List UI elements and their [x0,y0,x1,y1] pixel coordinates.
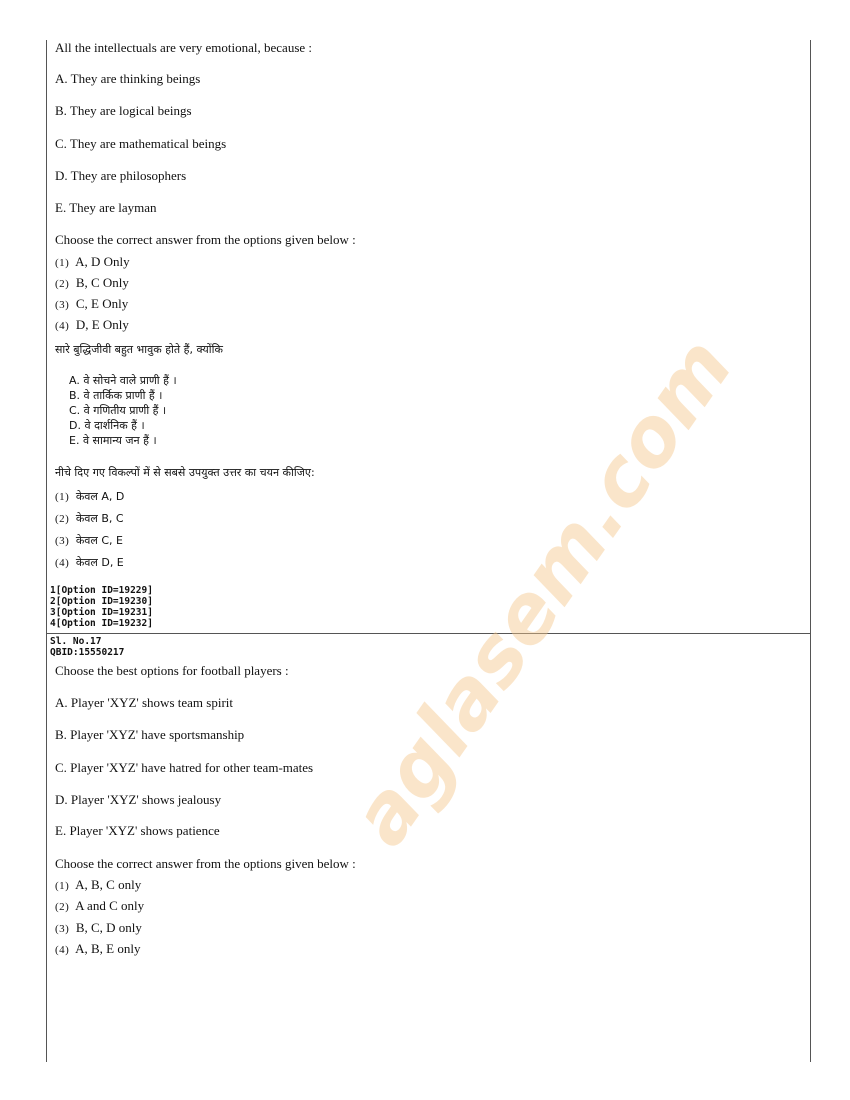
q16-option-1-text: A, D Only [75,254,130,269]
q17-option-1-num: (1) [55,880,70,892]
q17-option-3-text: B, C, D only [75,920,142,935]
q16-hindi-option-4 [55,554,124,571]
q16-statement-d: D. They are philosophers [55,168,187,183]
q16-option-4 [55,317,129,334]
q16-hindi-statement-b: B. वे तार्किक प्राणी हैं । [69,389,163,402]
q16-hindi-option-3-num: (3) [55,535,70,547]
q16-hindi-statement-a: A. वे सोचने वाले प्राणी हैं । [69,374,177,387]
q16-option-id-2: 2[Option ID=19230] [50,596,153,607]
q16-hindi-option-3 [55,532,123,549]
q16-option-3 [55,296,128,313]
q17-sl-no: Sl. No.17 [50,636,102,647]
q16-statement-b: B. They are logical beings [55,103,192,118]
q16-option-4-num: (4) [55,320,70,332]
q17-option-3-num: (3) [55,923,70,935]
q17-option-1 [55,877,141,894]
q16-option-id-1: 1[Option ID=19229] [50,585,153,596]
q17-option-2-num: (2) [55,901,70,913]
q16-hindi-statement-c: C. वे गणितीय प्राणी हैं । [69,404,167,417]
q17-qbid: QBID:15550217 [50,647,125,658]
q17-question: Choose the best options for football players : [55,663,289,678]
q17-option-4-text: A, B, E only [75,941,141,956]
q17-prompt: Choose the correct answer from the options given below : [55,856,356,871]
q16-hindi-statement-e: E. वे सामान्य जन हैं । [69,434,157,447]
left-border [46,40,47,1062]
q16-option-2-num: (2) [55,278,70,290]
q16-hindi-option-4-num: (4) [55,557,70,569]
q16-hindi-option-2 [55,510,124,527]
q16-statement-a: A. They are thinking beings [55,71,201,86]
q17-option-2 [55,898,144,915]
q16-statement-c: C. They are mathematical beings [55,136,227,151]
q16-option-id-3: 3[Option ID=19231] [50,607,153,618]
q17-option-4-num: (4) [55,944,70,956]
q17-option-3 [55,920,142,937]
q16-option-3-num: (3) [55,299,70,311]
q16-hindi-option-3-text: केवल C, E [75,534,123,547]
q16-option-2 [55,275,129,292]
q17-option-1-text: A, B, C only [75,877,142,892]
q16-hindi-option-4-text: केवल D, E [75,556,124,569]
q16-option-1 [55,254,130,271]
q17-statement-b: B. Player 'XYZ' have sportsmanship [55,727,245,742]
q16-hindi-option-1-text: केवल A, D [75,490,125,503]
q16-option-2-text: B, C Only [75,275,129,290]
q16-hindi-statement-d: D. वे दार्शनिक हैं । [69,419,145,432]
q17-option-4 [55,941,141,958]
q16-option-4-text: D, E Only [75,317,129,332]
q16-hindi-question: सारे बुद्धिजीवी बहुत भावुक होते हैं, क्योंकि [55,343,223,356]
q16-statement-e: E. They are layman [55,200,157,215]
q16-option-id-4: 4[Option ID=19232] [50,618,153,629]
watermark: aglasem.com [333,321,751,862]
q16-prompt: Choose the correct answer from the options given below : [55,232,356,247]
question-divider [46,633,811,634]
q16-hindi-option-1 [55,488,124,505]
q16-option-3-text: C, E Only [75,296,129,311]
right-border [810,40,811,1062]
q16-question: All the intellectuals are very emotional, because : [55,40,313,55]
q17-statement-d: D. Player 'XYZ' shows jealousy [55,792,222,807]
q17-statement-c: C. Player 'XYZ' have hatred for other team-mates [55,760,314,775]
q16-hindi-option-2-num: (2) [55,513,70,525]
q16-hindi-option-1-num: (1) [55,491,70,503]
q17-statement-e: E. Player 'XYZ' shows patience [55,823,220,838]
q17-statement-a: A. Player 'XYZ' shows team spirit [55,695,233,710]
q16-hindi-prompt: नीचे दिए गए विकल्पों में से सबसे उपयुक्त उत्तर का चयन कीजिए: [55,466,315,479]
q16-option-1-num: (1) [55,257,70,269]
q16-hindi-option-2-text: केवल B, C [75,512,124,525]
q17-option-2-text: A and C only [75,898,145,913]
